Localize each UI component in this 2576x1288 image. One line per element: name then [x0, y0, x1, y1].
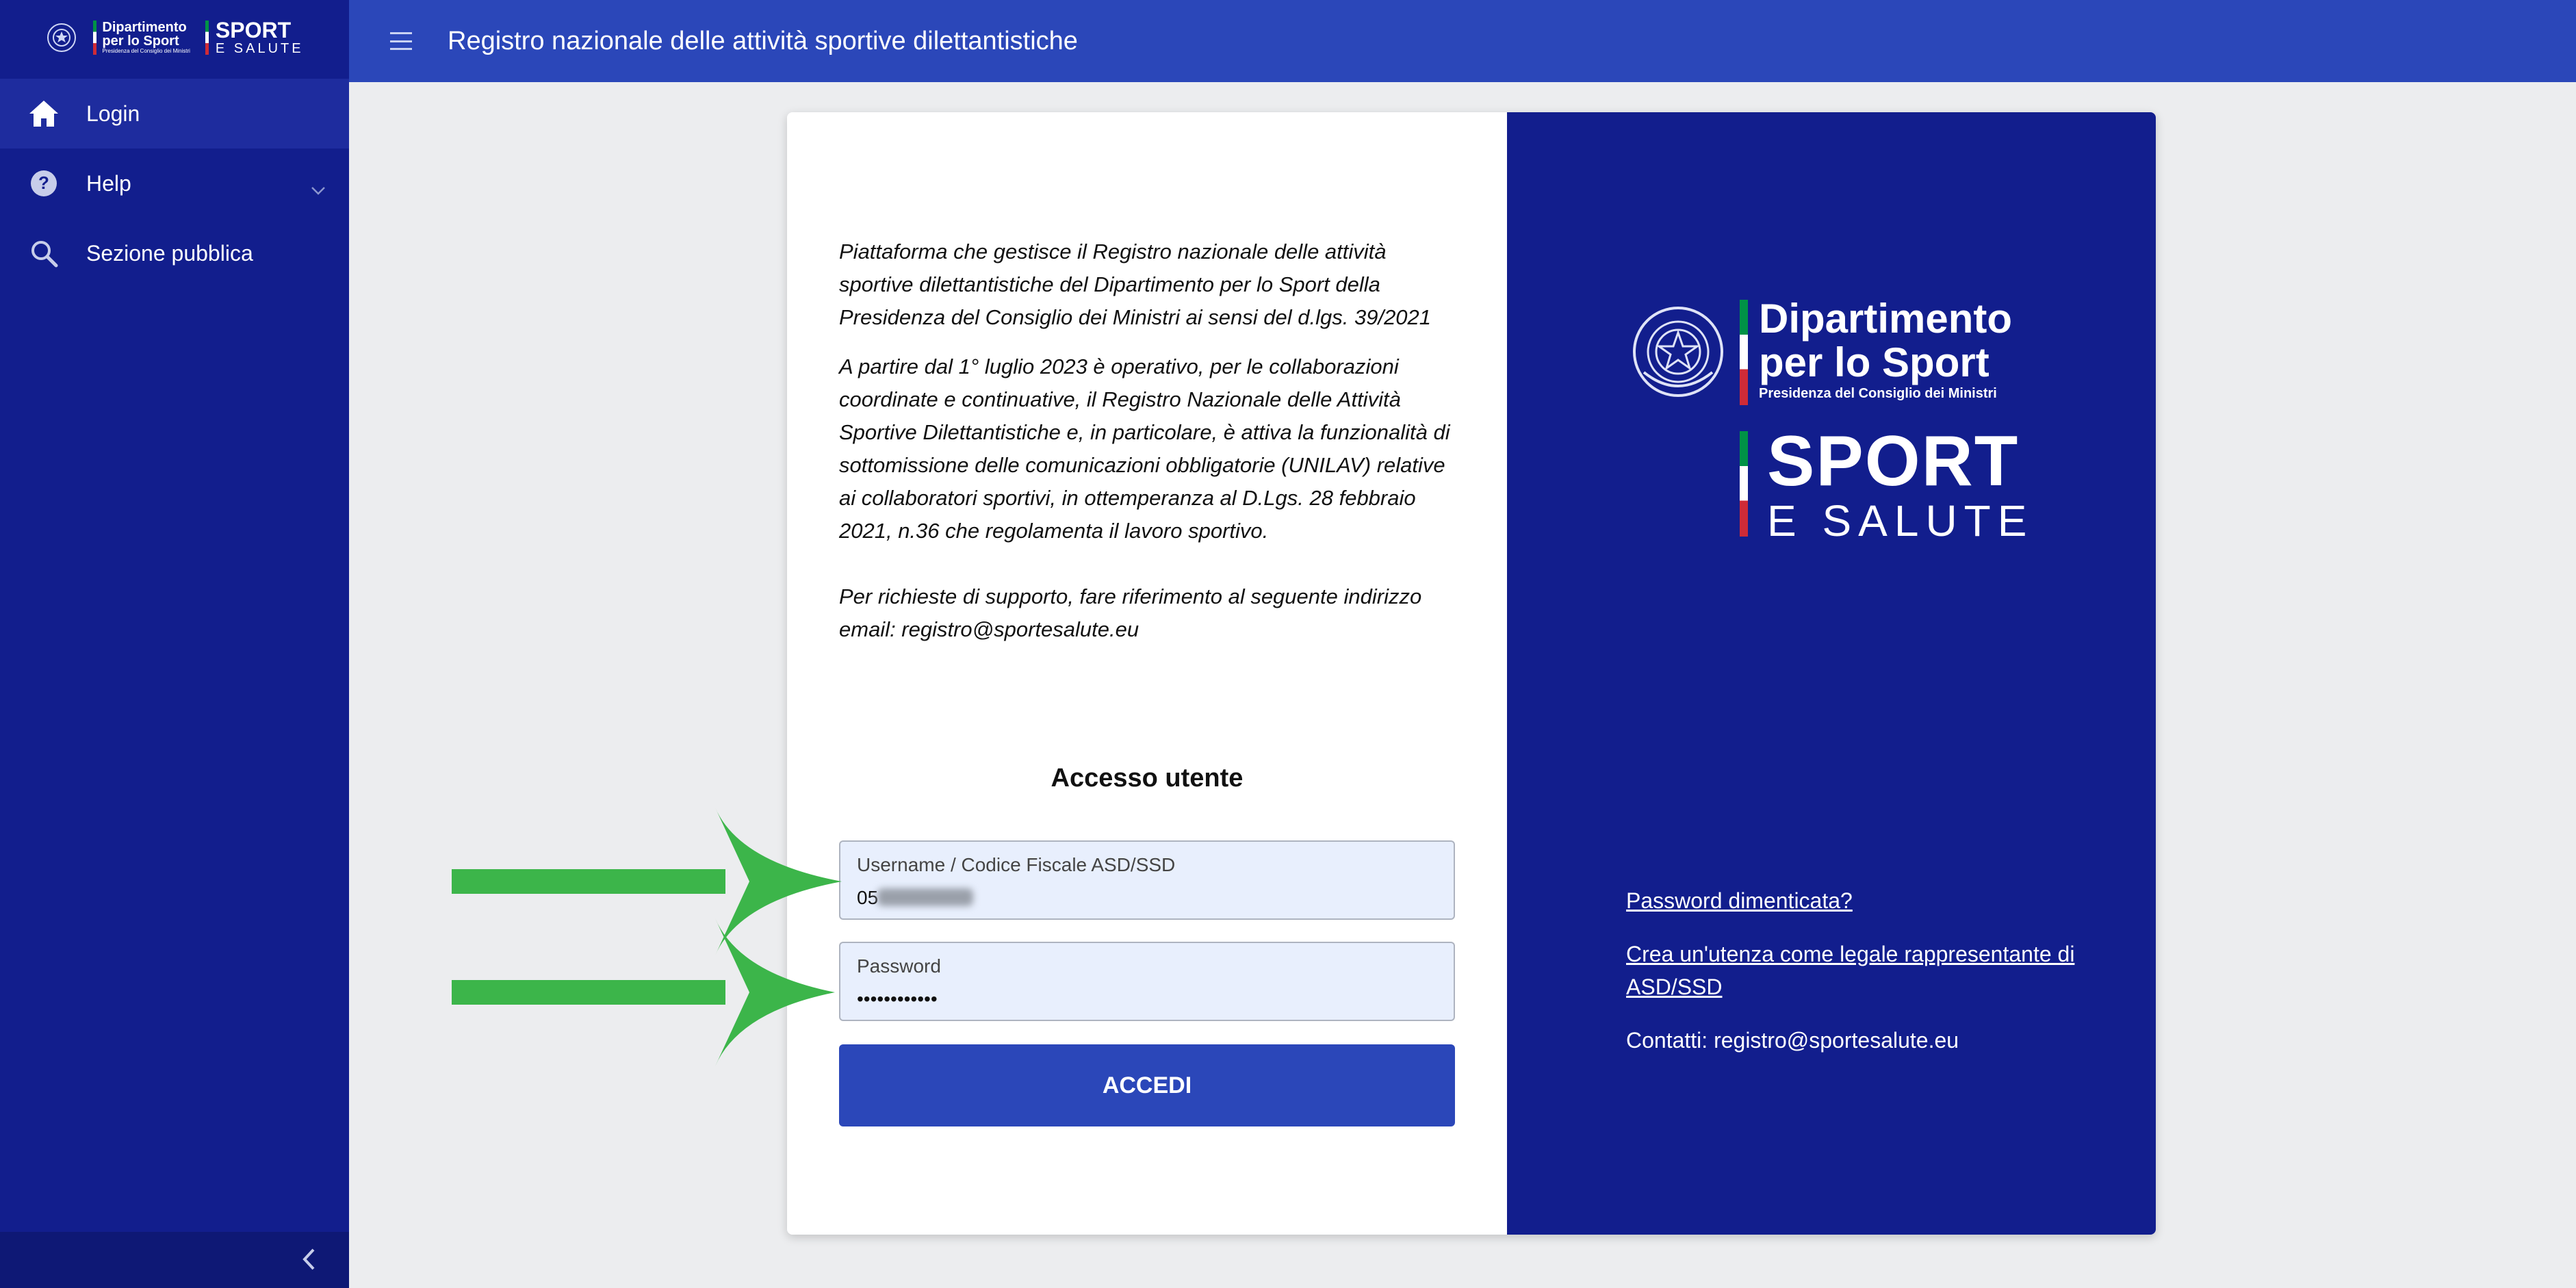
chevron-down-icon[interactable] — [311, 176, 326, 201]
login-card — [787, 112, 2156, 1235]
help-icon — [27, 167, 60, 200]
arrow-icon — [452, 918, 835, 1066]
sidebar-item-label: Sezione pubblica — [86, 240, 253, 266]
login-submit-button[interactable]: ACCEDI — [839, 1044, 1455, 1126]
sidebar-item-help[interactable] — [0, 149, 349, 218]
page-title: Registro nazionale delle attività sportive dilettantistiche — [448, 26, 1078, 55]
sidebar-logo — [0, 0, 349, 75]
sidebar-logo-sport: SPORT — [215, 18, 292, 42]
sidebar-item-label: Help — [86, 170, 131, 196]
password-label: Password — [857, 955, 941, 977]
annotation-arrows — [445, 794, 849, 1081]
brand-logo-sport: SPORT — [1767, 422, 2020, 501]
sidebar-logo-dept-line1: Dipartimento — [102, 20, 187, 35]
username-field[interactable] — [839, 840, 1455, 920]
forgot-password-link[interactable]: Password dimenticata? — [1626, 888, 1853, 913]
login-title: Accesso utente — [1051, 764, 1244, 793]
arrow-icon — [452, 808, 842, 955]
sidebar-logo-dept-sub: Presidenza del Consiglio dei Ministri — [102, 48, 190, 54]
sidebar-item-login[interactable] — [0, 79, 349, 149]
emblem-logo-icon — [1630, 297, 1726, 407]
brand-panel-links — [1626, 884, 2119, 1057]
brand-logo-dept-line2: per lo Sport — [1759, 339, 1989, 385]
brand-panel — [1507, 112, 2156, 1235]
brand-logo-dept-line1: Dipartimento — [1759, 296, 2013, 342]
login-panel — [787, 112, 1507, 1235]
create-account-link[interactable]: Crea un'utenza come legale rappresentante di ASD/SSD — [1626, 942, 2075, 999]
chevron-left-icon[interactable] — [301, 1247, 316, 1275]
menu-icon[interactable] — [390, 32, 412, 50]
contacts-text: Contatti: registro@sportesalute.eu — [1626, 1028, 1959, 1053]
intro-paragraph: A partire dal 1° luglio 2023 è operativo, per le collaborazioni coordinate e continuative, il Registro Nazionale delle Attività Sportive Dilettantistiche e, in particolare, è attiva la funzionalità di sottomissione delle comunicazioni obbligatorie (UNILAV) relative ai collaboratori sportivi, in ottemperanza al D.Lgs. 28 febbraio 2021, n.36 che regolamenta il lavoro sportivo. — [839, 355, 1450, 543]
support-paragraph: Per richieste di supporto, fare riferimento al seguente indirizzo email: registro@sportesalute.eu — [839, 584, 1422, 641]
search-icon — [27, 237, 60, 270]
username-label: Username / Codice Fiscale ASD/SSD — [857, 854, 1176, 875]
password-input[interactable] — [857, 986, 1432, 1013]
intro-text — [839, 235, 1455, 662]
sidebar-logo-salute: E SALUTE — [215, 41, 304, 56]
svg-text:?: ? — [38, 172, 49, 193]
sidebar-item-sezione-pubblica[interactable] — [0, 218, 349, 288]
brand-logo-dept-sub: Presidenza del Consiglio dei Ministri — [1759, 386, 1997, 401]
emblem-logo-icon — [45, 20, 78, 55]
sidebar-collapse-bar[interactable] — [0, 1232, 349, 1288]
redacted-blur — [877, 888, 973, 906]
sidebar-logo-dept-line2: per lo Sport — [102, 34, 179, 49]
intro-paragraph: Piattaforma che gestisce il Registro nazionale delle attività sportive dilettantistiche del Dipartimento per lo Sport della Presidenza del Consiglio dei Ministri ai sensi del d.lgs. 39/2021 — [839, 240, 1432, 329]
header-bar — [349, 0, 2576, 82]
password-field[interactable] — [839, 942, 1455, 1021]
sidebar-nav — [0, 79, 349, 288]
sidebar — [0, 0, 349, 1288]
brand-logo-salute: E SALUTE — [1767, 496, 2034, 545]
home-icon — [27, 97, 60, 130]
brand-logo — [1630, 297, 2082, 543]
sidebar-item-label: Login — [86, 101, 140, 126]
